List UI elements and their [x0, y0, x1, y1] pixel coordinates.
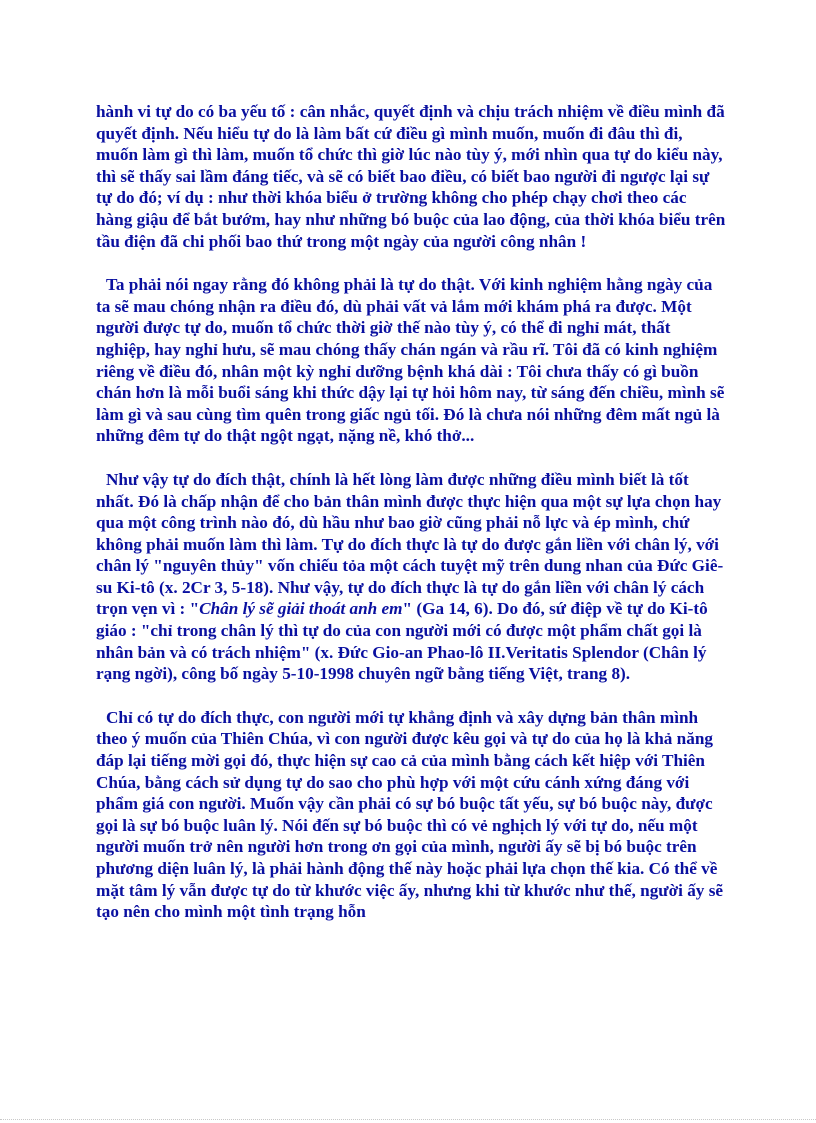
paragraph-1: hành vi tự do có ba yếu tố : cân nhắc, quyết định và chịu trách nhiệm về điều mình đã quyết định. Nếu hiểu tự do là làm bất cứ điều gì mình muốn, muốn đi đâu thì đi, muốn làm gì thì làm, muốn tổ chức thì giờ lúc nào tùy ý, mới nhìn qua tự do kiểu này, thì sẽ thấy sai lầm đáng tiếc, và sẽ có biết bao điều, có biết bao người đi ngược lại sự tự do đó; ví dụ : như thời khóa biểu ở trường không cho phép chạy chơi theo các hàng giậu để bắt bướm, hay như những bó buộc của lao động, của thời khóa biểu trên tầu điện đã chi phối bao thứ trong một ngày của người công nhân ! [96, 102, 726, 251]
document-body [96, 101, 726, 945]
paragraph-3-text-after: " (Ga 14, 6). Do đó, sứ điệp về tự do Ki-tô giáo : "chỉ trong chân lý thì tự do của con người mới có được một phẩm chất gọi là nhân bản và có trách nhiệm" (x. Đức Gio-an Phao-lô II.Veritatis Splendor (Chân lý rạng ngời), công bố ngày 5-10-1998 chuyên ngữ bằng tiếng Việt, trang 8). [96, 599, 708, 684]
page-bottom-divider [0, 1119, 816, 1120]
paragraph-3-text-before: Như vậy tự do đích thật, chính là hết lòng làm được những điều mình biết là tốt nhất. Đó là chấp nhận để cho bản thân mình được thực hiện qua một sự lựa chọn hay qua một công trình nào đó, dù hầu như bao giờ cũng phải nỗ lực và ép mình, chứ không phải muốn làm thì làm. Tự do đích thực là tự do được gắn liền với chân lý, với chân lý "nguyên thủy" vốn chiếu tỏa một cách tuyệt mỹ trên dung nhan của Đức Giê-su Ki-tô (x. 2Cr 3, 5-18). Như vậy, tự do đích thực là tự do gắn liền với chân lý cách trọn vẹn vì : " [96, 469, 724, 619]
bible-quote: Chân lý sẽ giải thoát anh em [199, 599, 403, 619]
paragraph-2: Ta phải nói ngay rằng đó không phải là tự do thật. Với kinh nghiệm hằng ngày của ta sẽ mau chóng nhận ra điều đó, dù phải vất vả lắm mới khám phá ra được. Một người được tự do, muốn tổ chức thời giờ thế nào tùy ý, có thể đi nghỉ mát, thất nghiệp, hay nghỉ hưu, sẽ mau chóng thấy chán ngán và rầu rĩ. Tôi đã có kinh nghiệm riêng về điều đó, nhân một kỳ nghỉ dưỡng bệnh khá dài : Tôi chưa thấy có gì buồn chán hơn là mỗi buổi sáng khi thức dậy lại tự hỏi hôm nay, từ sáng đến chiều, mình sẽ làm gì và sau cùng tìm quên trong giấc ngủ tối. Đó là chưa nói những đêm mất ngủ là những đêm tự do thật ngột ngạt, nặng nề, khó thở... [96, 275, 725, 446]
paragraph-3 [96, 469, 726, 685]
paragraph-4: Chỉ có tự do đích thực, con người mới tự khẳng định và xây dựng bản thân mình theo ý muốn của Thiên Chúa, vì con người được kêu gọi và tự do của họ là khả năng đáp lại tiếng mời gọi đó, thực hiện sự cao cả của mình bằng cách kết hiệp với Thiên Chúa, bằng cách sử dụng tự do sao cho phù hợp với một cứu cánh xứng đáng với phẩm giá con người. Muốn vậy cần phải có sự bó buộc tất yếu, sự bó buộc này, được gọi là sự bó buộc luân lý. Nói đến sự bó buộc thì có vẻ nghịch lý với tự do, nếu một người muốn trở nên người hơn trong ơn gọi của mình, người ấy sẽ bị bó buộc trên phương diện luân lý, là phải hành động thế này hoặc phải lựa chọn thế kia. Có thể về mặt tâm lý vẫn được tự do từ khước việc ấy, nhưng khi từ khước như thế, người ấy sẽ tạo nên cho mình một tình trạng hỗn [96, 707, 724, 922]
